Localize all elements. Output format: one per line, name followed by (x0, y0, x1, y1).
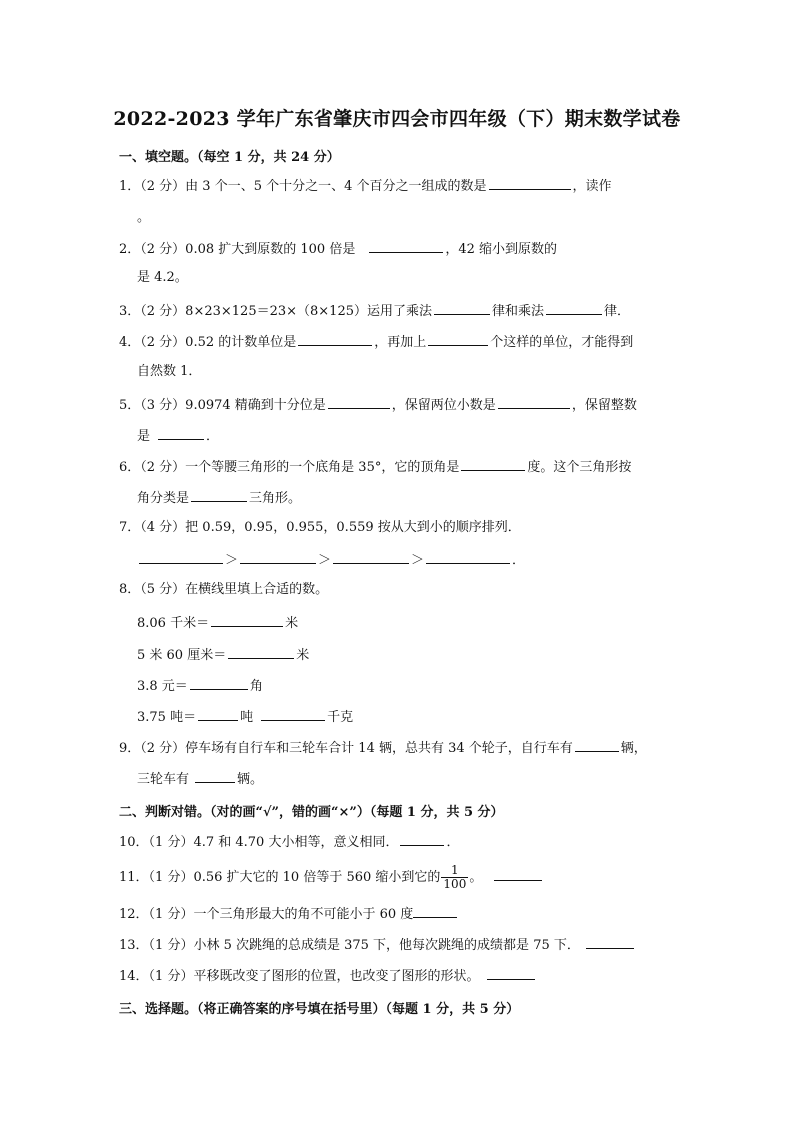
blank-5-3[interactable] (158, 427, 204, 440)
question-7-answer-row: ＞ ＞ ＞ ． (137, 551, 697, 569)
blank-6-1[interactable] (461, 458, 525, 471)
question-3: 3．（2 分）8×23×125＝23×（8×125）运用了乘法 律和乘法 律． (119, 304, 631, 319)
blank-8-3[interactable] (190, 677, 248, 690)
blank-13[interactable] (586, 936, 634, 949)
blank-11[interactable] (494, 868, 542, 881)
blank-5-2[interactable] (498, 396, 570, 409)
question-9: 9．（2 分）停车场有自行车和三轮车合计 14 辆，总共有 34 个轮子，自行车有 辆， (119, 741, 647, 756)
blank-7-3[interactable] (333, 551, 409, 564)
question-5-cont: 是 ． (137, 429, 220, 444)
blank-4-1[interactable] (298, 333, 372, 346)
question-7: 7．（4 分）把 0.59，0.95，0.955，0.559 按从大到小的顺序排列． (119, 520, 521, 535)
question-12: 12．（1 分）一个三角形最大的角不可能小于 60 度 (119, 905, 679, 923)
blank-10[interactable] (400, 833, 444, 846)
question-8: 8．（5 分）在横线里填上合适的数。 (119, 582, 329, 597)
blank-7-4[interactable] (426, 551, 510, 564)
fraction-one-hundredth: $\frac{1}{100}$ (443, 863, 467, 891)
question-4-cont: 自然数 1． (137, 364, 202, 379)
section-true-false-heading: 二、判断对错。（对的画“√”，错的画“×”）（每题 1 分，共 5 分） (119, 805, 504, 820)
question-5: 5．（3 分）9.0974 精确到十分位是 ，保留两位小数是 ，保留整数 (119, 398, 637, 413)
blank-8-5[interactable] (261, 708, 325, 721)
question-13: 13．（1 分）小林 5 次跳绳的总成绩是 375 下，他每次跳绳的成绩都是 75 下． (119, 936, 679, 954)
blank-9-1[interactable] (575, 739, 619, 752)
question-6: 6．（2 分）一个等腰三角形的一个底角是 35°，它的顶角是 度。这个三角形按 (119, 460, 632, 475)
question-8-line-1: 8.06 千米＝ 米 (137, 616, 299, 631)
question-10: 10．（1 分）4.7 和 4.70 大小相等，意义相同． ． (119, 835, 460, 850)
page-title: 2022-2023 学年广东省肇庆市四会市四年级（下）期末数学试卷 (113, 108, 681, 130)
question-9-cont: 三轮车有 辆。 (137, 772, 264, 787)
question-8-line-4: 3.75 吨＝ 吨 千克 (137, 710, 354, 725)
question-2-cont: 是 4.2。 (137, 270, 188, 285)
question-4: 4．（2 分）0.52 的计数单位是 ，再加上 个这样的单位，才能得到 (119, 335, 634, 350)
question-8-line-3: 3.8 元＝ 角 (137, 679, 263, 694)
question-1-cont: 。 (137, 210, 151, 225)
question-14: 14．（1 分）平移既改变了图形的位置，也改变了图形的形状。 (119, 967, 679, 985)
blank-1-1[interactable] (489, 177, 571, 190)
blank-3-1[interactable] (434, 302, 490, 315)
question-8-line-2: 5 米 60 厘米＝ 米 (137, 648, 310, 663)
question-1: 1．（2 分）由 3 个一、5 个十分之一、4 个百分之一组成的数是 ，读作 (119, 179, 612, 194)
section-multiple-choice-heading: 三、选择题。（将正确答案的序号填在括号里）（每题 1 分，共 5 分） (119, 1002, 520, 1017)
blank-12[interactable] (413, 905, 457, 918)
blank-8-2[interactable] (228, 646, 294, 659)
question-2: 2．（2 分）0.08 扩大到原数的 100 倍是 ，42 缩小到原数的 (119, 242, 558, 257)
blank-2-1[interactable] (369, 240, 443, 253)
blank-3-2[interactable] (546, 302, 602, 315)
question-6-cont: 角分类是 三角形。 (137, 491, 302, 506)
blank-4-2[interactable] (428, 333, 488, 346)
blank-14[interactable] (487, 967, 535, 980)
question-11: 11．（1 分）0.56 扩大它的 10 倍等于 560 缩小到它的 $\frac{1}{100}$ 。 (119, 864, 679, 890)
blank-8-4[interactable] (198, 708, 238, 721)
blank-9-2[interactable] (195, 770, 235, 783)
section-fill-blank-heading: 一、填空题。（每空 1 分，共 24 分） (119, 150, 340, 165)
blank-8-1[interactable] (211, 614, 283, 627)
blank-7-1[interactable] (139, 551, 223, 564)
blank-5-1[interactable] (328, 396, 390, 409)
blank-6-2[interactable] (191, 489, 247, 502)
blank-7-2[interactable] (240, 551, 316, 564)
